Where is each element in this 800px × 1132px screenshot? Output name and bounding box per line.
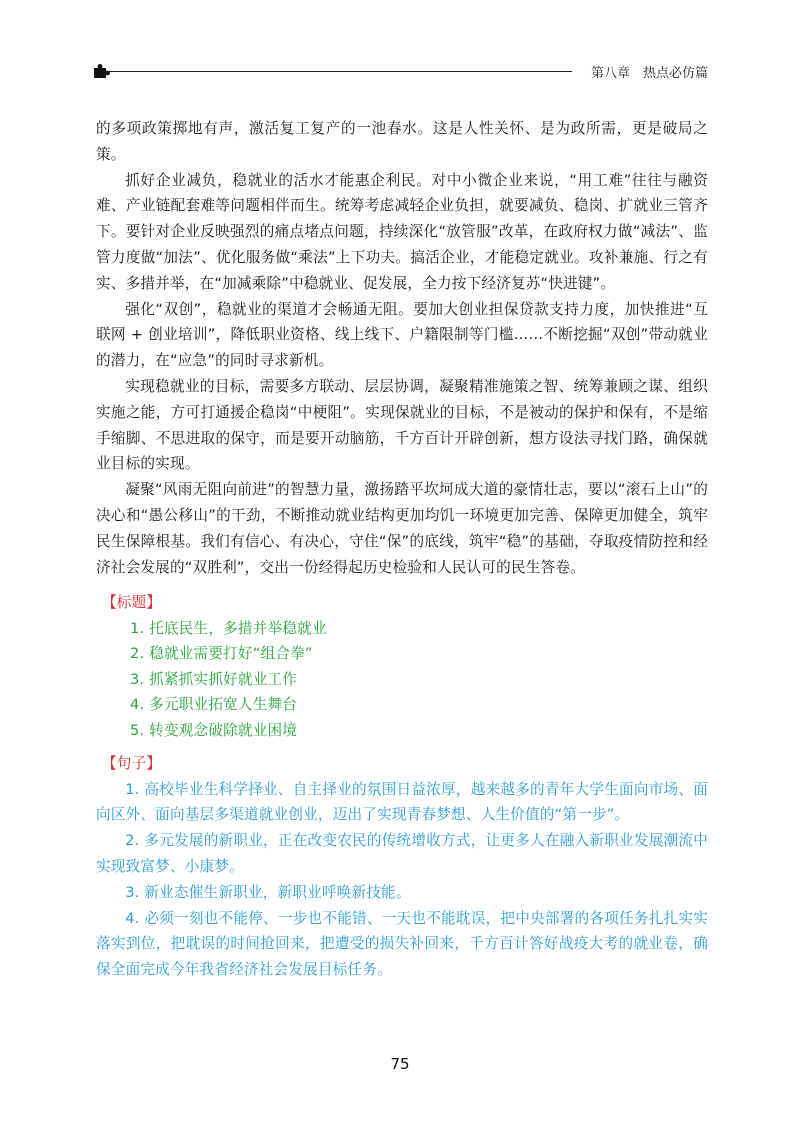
body-paragraph: 凝聚“风雨无阻向前进”的智慧力量，激扬踏平坎坷成大道的豪情壮志，要以“滚石上山”的决心和“愚公移山”的干劲，不断推动就业结构更加均饥一环境更加完善、保障更加健全，筑牢民生保障根基。我们有信心、有决心，守住“保”的底线，筑牢“稳”的基础，夺取疫情防控和经济社会发展的“双胜利”，交出一份经得起历史检验和人民认可的民生答卷。 <box>96 481 708 576</box>
title-item: 1. 托底民生，多措并举稳就业 <box>130 619 327 637</box>
body-paragraph: 实现稳就业的目标，需要多方联动、层层协调，凝聚精准施策之智、统筹兼顾之谋、组织实施之能，方可打通援企稳岗“中梗阻”。实现保就业的目标，不是被动的保护和保有，不是缩手缩脚、不思进取的保守，而是要开动脑筋，千方百计开辟创新，想方设法寻找门路，确保就业目标的实现。 <box>96 377 708 473</box>
page-header <box>92 60 708 82</box>
titles-list <box>96 616 708 743</box>
sentences-list <box>96 777 708 983</box>
sentence-item: 2. 多元发展的新职业，正在改变农民的传统增收方式，让更多人在融入新职业发展潮流中实现致富梦、小康梦。 <box>96 832 708 875</box>
sentence-item: 1. 高校毕业生科学择业、自主择业的氛围日益浓厚，越来越多的青年大学生面向市场、面向区外、面向基层多渠道就业创业，迈出了实现青春梦想、人生价值的“第一步”。 <box>96 780 708 824</box>
body-paragraph: 抓好企业减负，稳就业的活水才能惠企利民。对中小微企业来说，“用工难”往往与融资难、产业链配套难等问题相伴而生。统筹考虑减轻企业负担，就要减负、稳岗、扩就业三管齐下。要针对企业反映强烈的痛点堵点问题，持续深化“放管服”改革，在政府权力做“减法”、监管力度做“加法”、优化服务做“乘法”上下功夫。搞活企业，才能稳定就业。攻补兼施、行之有实、多措并举，在“加减乘除”中稳就业、促发展，全力按下经济复苏“快进键”。 <box>96 171 708 292</box>
title-item: 3. 抓紧抓实抓好就业工作 <box>130 670 298 688</box>
sentence-item: 4. 必须一刻也不能停、一步也不能错、一天也不能耽误，把中央部署的各项任务扎扎实实落实到位，把耽误的时间抢回来，把遭受的损失补回来，千方百计答好战疫大考的就业卷，确保全面完成今年我省经济社会发展目标任务。 <box>96 909 708 979</box>
title-item: 5. 转变观念破除就业困境 <box>130 721 298 739</box>
header-rule <box>108 71 572 72</box>
titles-heading: 【标题】 <box>102 594 162 612</box>
title-item: 2. 稳就业需要打好“组合拳” <box>130 645 313 663</box>
body-paragraph: 强化“双创”，稳就业的渠道才会畅通无阻。要加大创业担保贷款支持力度，加快推进“互联网 + 创业培训”，降低职业资格、线上线下、户籍限制等门槛……不断挖掘“双创”带动就业的潜力，在“应急”的同时寻求新机。 <box>96 300 708 370</box>
title-item: 4. 多元职业拓宽人生舞台 <box>130 696 298 714</box>
sentences-heading: 【句子】 <box>102 754 162 772</box>
sentence-item: 3. 新业态催生新职业，新职业呼唤新技能。 <box>125 883 411 901</box>
body-paragraph: 的多项政策掷地有声，激活复工复产的一池春水。这是人性关怀、是为政所需，更是破局之策。 <box>96 120 708 163</box>
page-content <box>96 116 708 983</box>
chapter-title: 第八章 热点必仿篇 <box>590 66 708 81</box>
page-number: 75 <box>390 1055 410 1073</box>
